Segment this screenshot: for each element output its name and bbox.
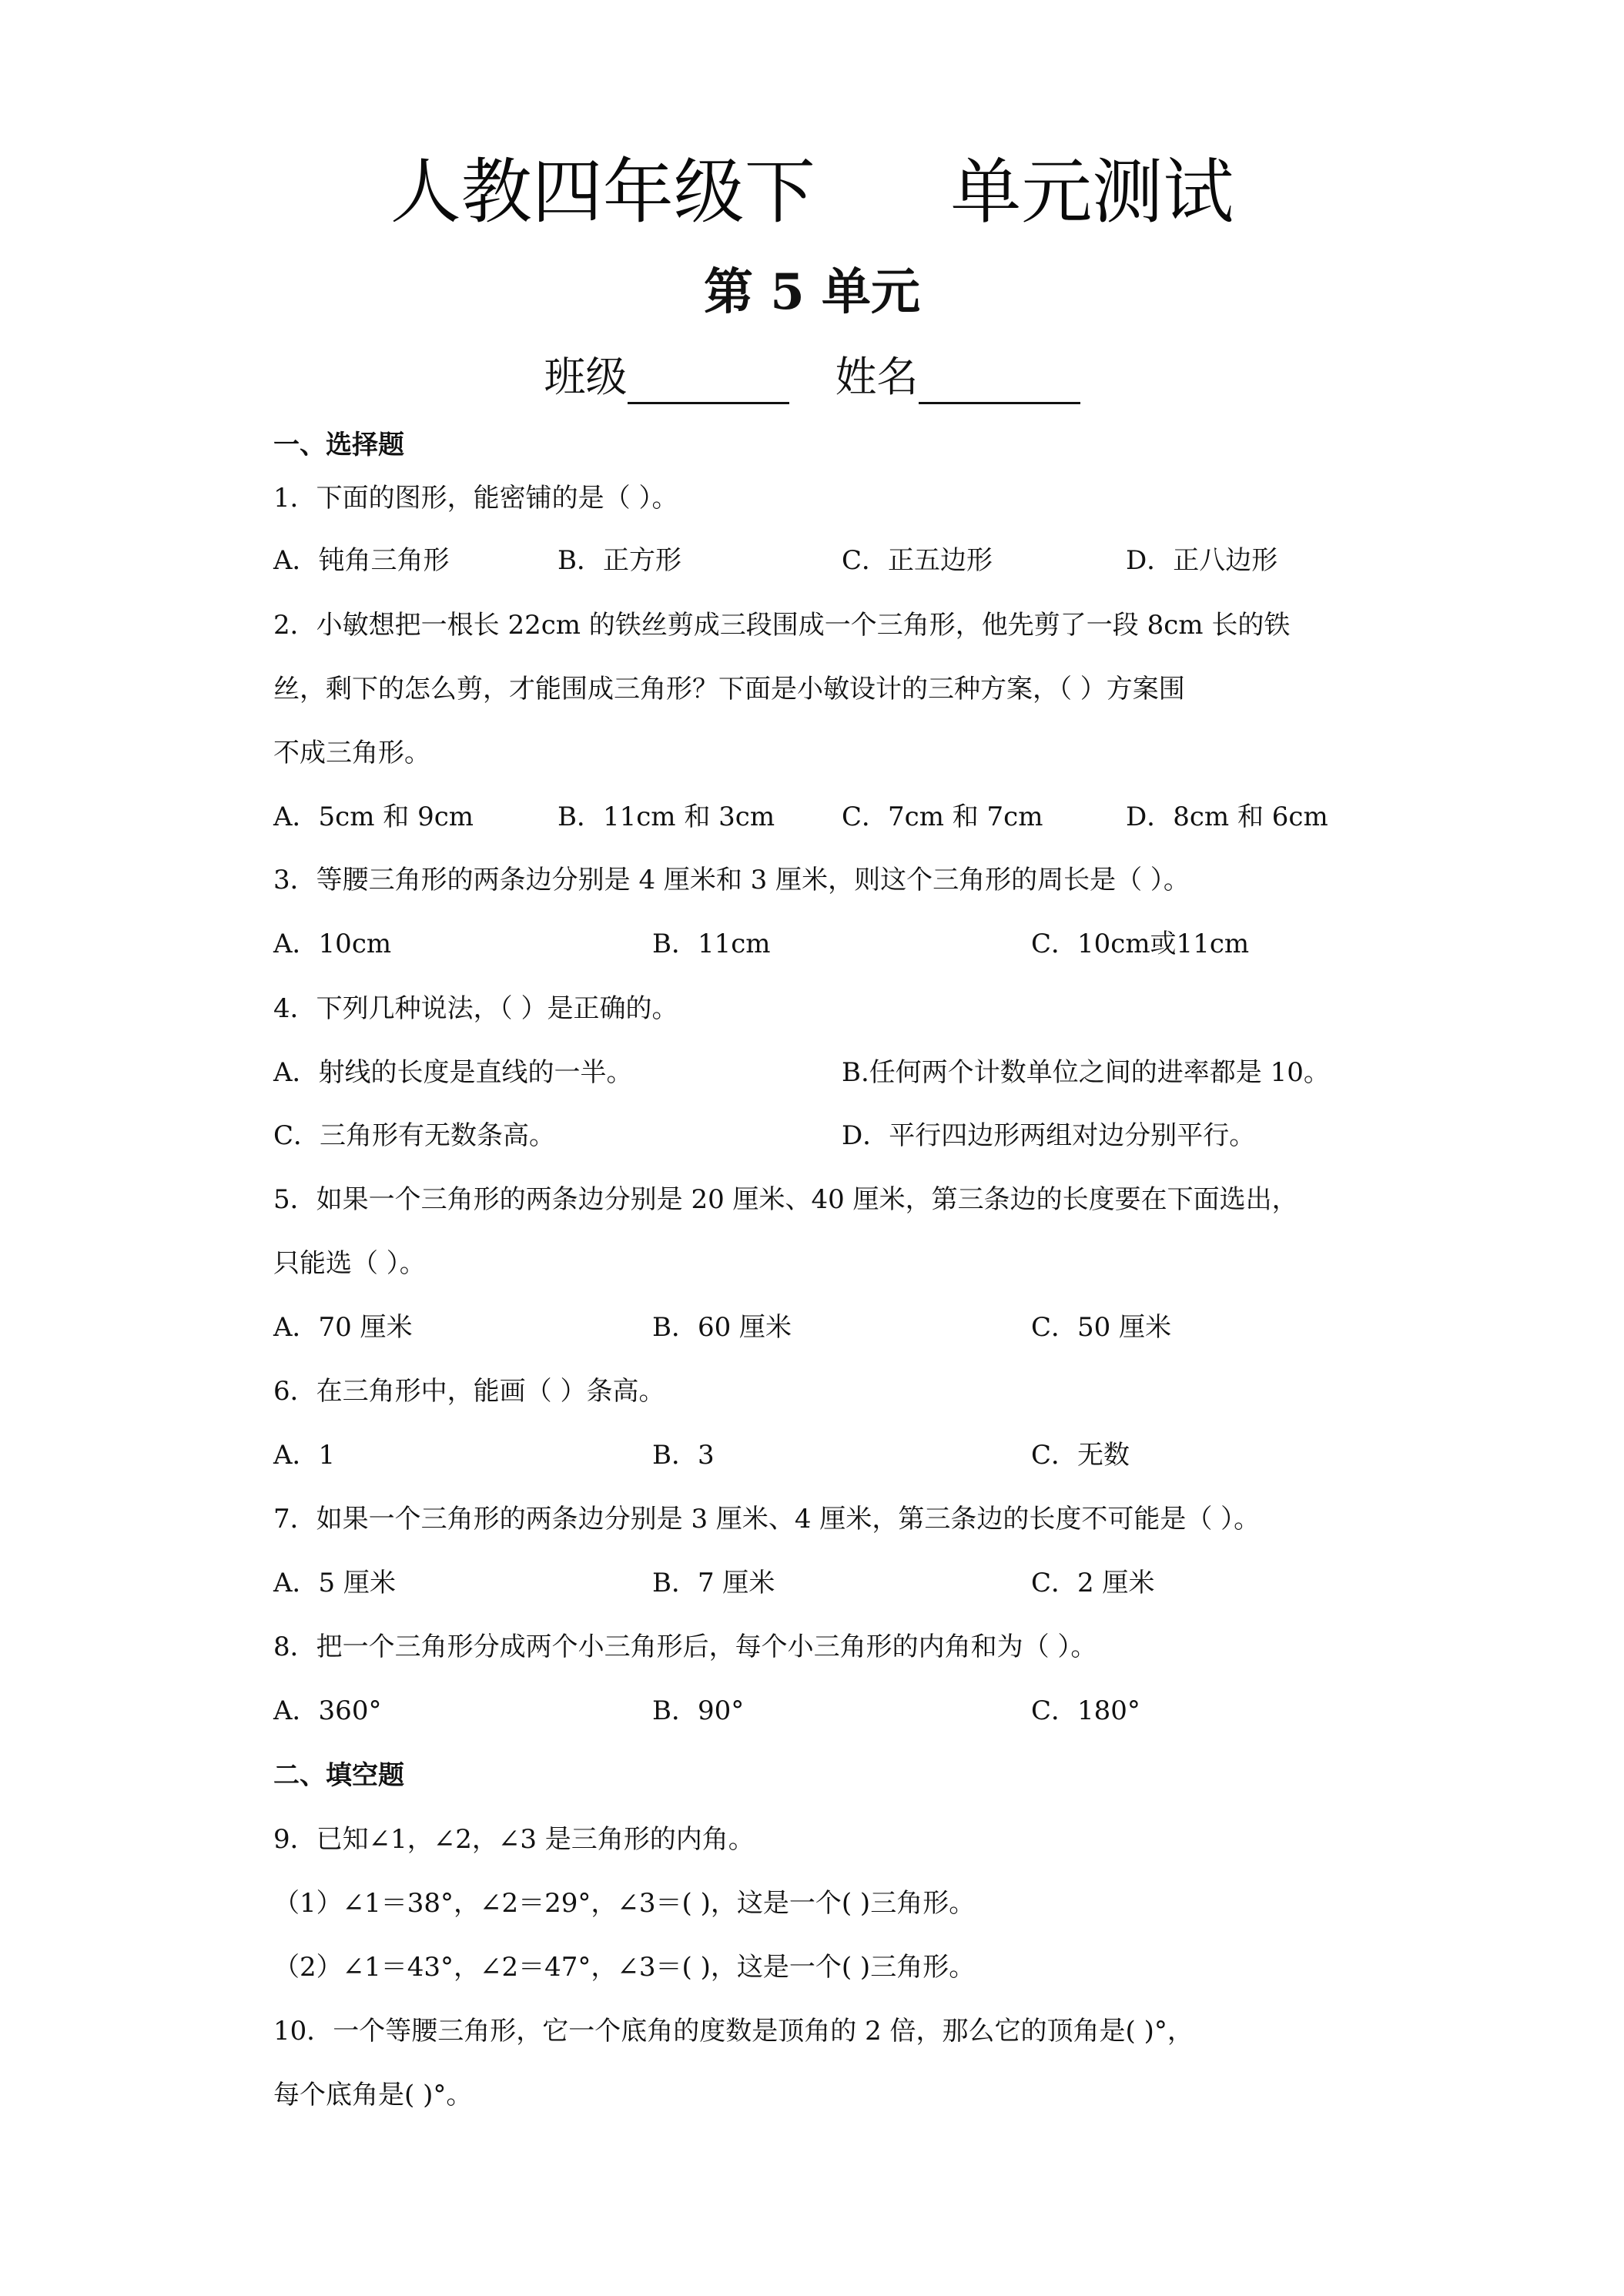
question-6: 6．在三角形中，能画（ ）条高。 xyxy=(273,1376,665,1407)
q1-option-c: C．正五边形 xyxy=(842,545,993,576)
q2-option-c: C．7cm 和 7cm xyxy=(842,802,1043,832)
class-blank[interactable] xyxy=(628,359,789,404)
question-4: 4．下列几种说法，（ ）是正确的。 xyxy=(273,993,678,1024)
q3-option-c: C．10cm或11cm xyxy=(1031,929,1250,959)
q5-option-a: A．70 厘米 xyxy=(273,1312,413,1343)
name-blank[interactable] xyxy=(919,359,1080,404)
section-fill-heading: 二、填空题 xyxy=(273,1760,404,1791)
q1-option-a: A．钝角三角形 xyxy=(273,545,450,576)
q4-option-b: B.任何两个计数单位之间的进率都是 10。 xyxy=(842,1057,1330,1088)
q4-option-c: C．三角形有无数条高。 xyxy=(273,1120,556,1151)
question-1: 1．下面的图形，能密铺的是（ ）。 xyxy=(273,483,678,514)
question-9-sub-2: （2）∠1＝43°，∠2＝47°，∠3＝( )，这是一个( )三角形。 xyxy=(273,1952,976,1983)
question-2-line-1: 2．小敏想把一根长 22cm 的铁丝剪成三段围成一个三角形，他先剪了一段 8cm 长的铁 xyxy=(273,610,1291,641)
section-choice-heading: 一、选择题 xyxy=(273,430,404,460)
question-10-line-2: 每个底角是( )°。 xyxy=(273,2080,473,2110)
q8-option-c: C．180° xyxy=(1031,1695,1140,1726)
page-title: 人教四年级下 单元测试 xyxy=(390,151,1234,233)
question-9-sub-1: （1）∠1＝38°，∠2＝29°，∠3＝( )，这是一个( )三角形。 xyxy=(273,1888,976,1919)
q3-option-b: B．11cm xyxy=(652,929,771,959)
q5-option-c: C．50 厘米 xyxy=(1031,1312,1172,1343)
q8-option-a: A．360° xyxy=(273,1695,382,1726)
question-2-line-2: 丝，剩下的怎么剪，才能围成三角形？下面是小敏设计的三种方案，（ ）方案围 xyxy=(273,674,1185,705)
question-9: 9．已知∠1，∠2，∠3 是三角形的内角。 xyxy=(273,1824,755,1855)
name-label: 姓名 xyxy=(835,353,919,401)
q3-option-a: A．10cm xyxy=(273,929,392,959)
q8-option-b: B．90° xyxy=(652,1695,745,1726)
q6-option-a: A．1 xyxy=(273,1440,336,1471)
student-info xyxy=(0,350,1624,404)
question-5-line-1: 5．如果一个三角形的两条边分别是 20 厘米、40 厘米，第三条边的长度要在下面选出， xyxy=(273,1184,1298,1215)
q2-option-a: A．5cm 和 9cm xyxy=(273,802,474,832)
q6-option-c: C．无数 xyxy=(1031,1440,1130,1471)
question-3: 3．等腰三角形的两条边分别是 4 厘米和 3 厘米，则这个三角形的周长是（ ）。 xyxy=(273,865,1190,895)
question-10-line-1: 10．一个等腰三角形，它一个底角的度数是顶角的 2 倍，那么它的顶角是( )°， xyxy=(273,2016,1194,2047)
q4-option-d: D．平行四边形两组对边分别平行。 xyxy=(842,1120,1256,1151)
q7-option-b: B．7 厘米 xyxy=(652,1568,775,1598)
q2-option-d: D．8cm 和 6cm xyxy=(1126,802,1328,832)
unit-subtitle: 第 5 单元 xyxy=(703,263,921,321)
q7-option-c: C．2 厘米 xyxy=(1031,1568,1155,1598)
q1-option-d: D．正八边形 xyxy=(1126,545,1278,576)
question-7: 7．如果一个三角形的两条边分别是 3 厘米、4 厘米，第三条边的长度不可能是（ ）。 xyxy=(273,1504,1261,1535)
q7-option-a: A．5 厘米 xyxy=(273,1568,396,1598)
q5-option-b: B．60 厘米 xyxy=(652,1312,792,1343)
q1-option-b: B．正方形 xyxy=(558,545,681,576)
question-5-line-2: 只能选（ ）。 xyxy=(273,1248,426,1279)
q6-option-b: B．3 xyxy=(652,1440,715,1471)
question-2-line-3: 不成三角形。 xyxy=(273,738,430,768)
class-label: 班级 xyxy=(544,353,628,401)
q4-option-a: A．射线的长度是直线的一半。 xyxy=(273,1057,633,1088)
q2-option-b: B．11cm 和 3cm xyxy=(558,802,775,832)
question-8: 8．把一个三角形分成两个小三角形后，每个小三角形的内角和为（ ）。 xyxy=(273,1632,1097,1662)
